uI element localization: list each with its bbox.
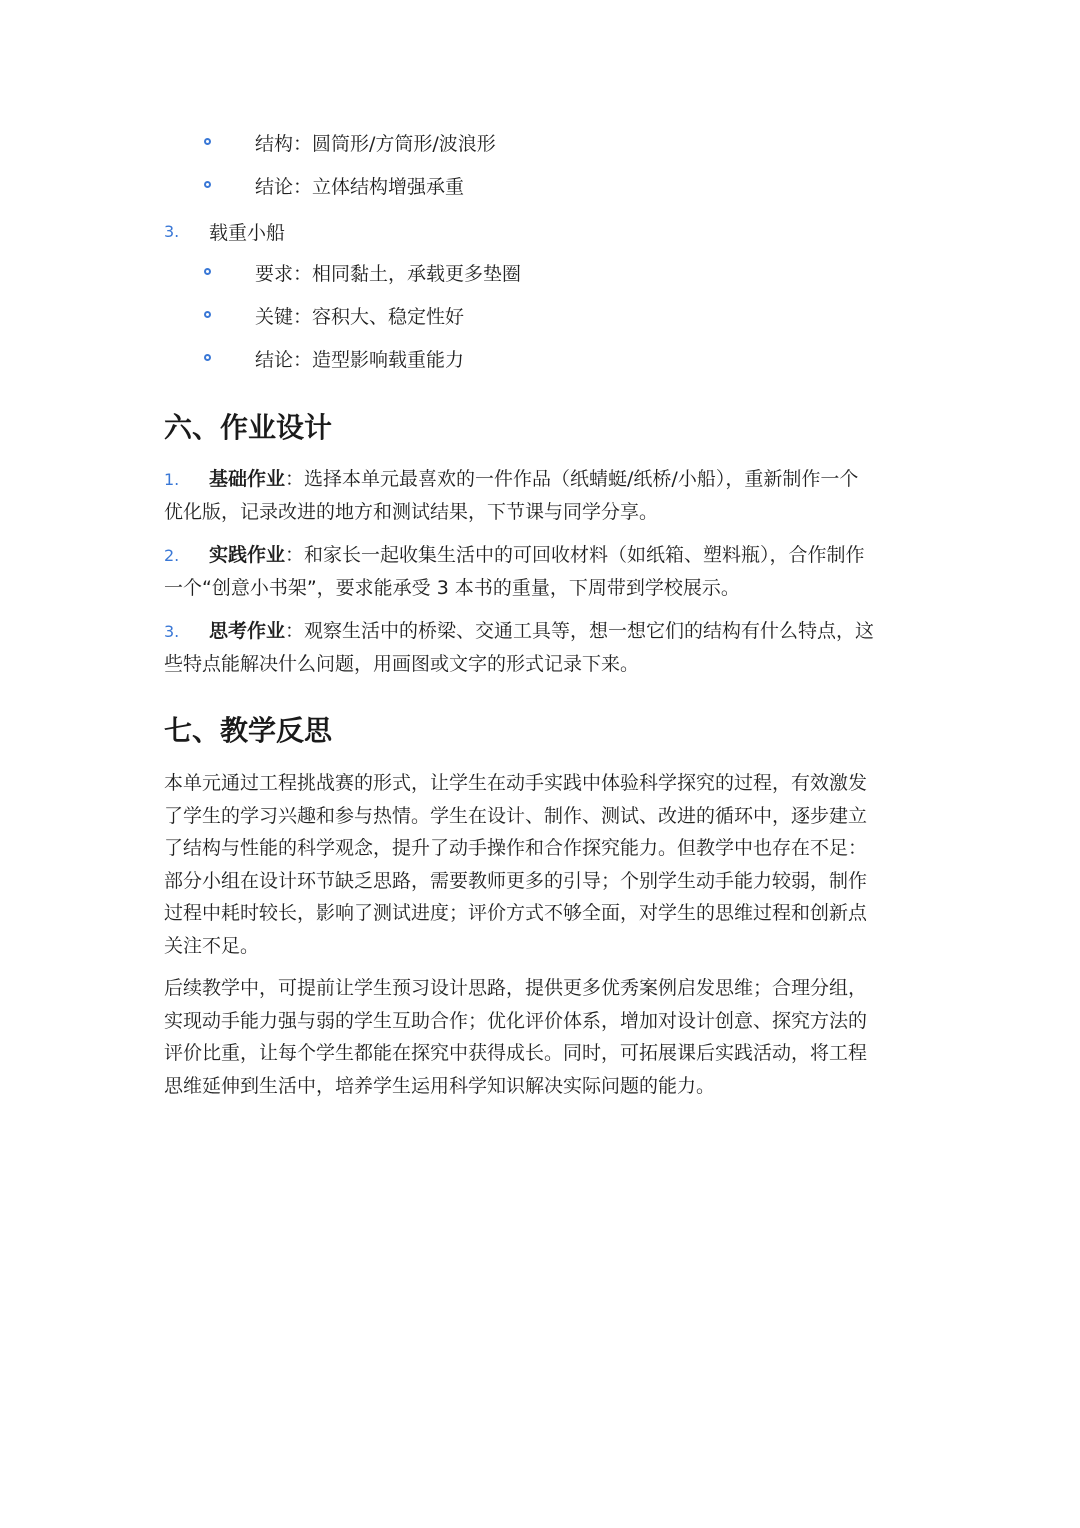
- paragraph-line: 部分小组在设计环节缺乏思路，需要教师更多的引导；个别学生动手能力较弱，制作: [164, 869, 868, 892]
- paragraph-line: 评价比重，让每个学生都能在探究中获得成长。同时，可拓展课后实践活动，将工程: [164, 1042, 868, 1064]
- homework-item-line: 些特点能解决什么问题，用画图或文字的形式记录下来。: [164, 652, 640, 675]
- paragraph-line: 了学生的学习兴趣和参与热情。学生在设计、制作、测试、改进的循环中，逐步建立: [164, 804, 868, 827]
- paragraph-line: 了结构与性能的科学观念，提升了动手操作和合作探究能力。但教学中也存在不足：: [164, 837, 868, 859]
- paragraph-line: 本单元通过工程挑战赛的形式，让学生在动手实践中体验科学探究的过程，有效激发: [164, 772, 868, 794]
- reflection-paragraph-2: [164, 972, 924, 1102]
- sub-list-item-text: 结构：圆筒形/方筒形/波浪形: [255, 133, 496, 155]
- hollow-circle-bullet-icon: [204, 181, 211, 188]
- hollow-circle-bullet-icon: [204, 354, 211, 361]
- homework-item-line: [164, 615, 924, 648]
- reflection-paragraph-1: [164, 767, 924, 962]
- list-number: 3.: [164, 622, 180, 641]
- sub-list-item: [204, 171, 465, 203]
- homework-item: [164, 615, 924, 680]
- homework-label: 实践作业: [209, 544, 286, 566]
- paragraph-line: 关注不足。: [164, 934, 260, 957]
- paragraph-line: 实现动手能力强与弱的学生互助合作；优化评价体系，增加对设计创意、探究方法的: [164, 1009, 868, 1032]
- list-item-label: 载重小船: [209, 221, 286, 244]
- sub-list-item: [204, 258, 522, 290]
- homework-text: ：观察生活中的桥梁、交通工具等，想一想它们的结构有什么特点，这: [285, 620, 875, 642]
- sub-list-item: [204, 344, 465, 376]
- sub-list-item-text: 关键：容积大、稳定性好: [255, 306, 465, 328]
- homework-text: ：选择本单元最喜欢的一件作品（纸蜻蜓/纸桥/小船），重新制作一个: [285, 468, 859, 490]
- sub-list-item: [204, 128, 496, 160]
- homework-label: 基础作业: [209, 468, 286, 490]
- homework-item: [164, 539, 924, 604]
- hollow-circle-bullet-icon: [204, 138, 211, 145]
- homework-text: ：和家长一起收集生活中的可回收材料（如纸箱、塑料瓶），合作制作: [285, 544, 865, 566]
- homework-item: [164, 463, 924, 528]
- paragraph-line: 思维延伸到生活中，培养学生运用科学知识解决实际问题的能力。: [164, 1074, 716, 1097]
- sub-list-item-text: 结论：造型影响载重能力: [255, 349, 465, 371]
- sub-list-item-text: 要求：相同黏土，承载更多垫圈: [255, 263, 522, 285]
- homework-item-line: 优化版，记录改进的地方和测试结果，下节课与同学分享。: [164, 500, 659, 523]
- homework-item-line: [164, 539, 924, 572]
- paragraph-line: 过程中耗时较长，影响了测试进度；评价方式不够全面，对学生的思维过程和创新点: [164, 902, 868, 924]
- numbered-list-item: [164, 215, 285, 247]
- list-number: 3.: [164, 221, 180, 241]
- list-number: 2.: [164, 546, 180, 565]
- section-heading-homework: 六、作业设计: [164, 411, 333, 444]
- homework-label: 思考作业: [209, 620, 286, 642]
- sub-list-item: [204, 301, 465, 333]
- homework-item-line: 一个“创意小书架”，要求能承受 3 本书的重量，下周带到学校展示。: [164, 576, 740, 599]
- hollow-circle-bullet-icon: [204, 311, 211, 318]
- sub-list-item-text: 结论：立体结构增强承重: [255, 176, 465, 198]
- homework-item-line: [164, 463, 924, 496]
- hollow-circle-bullet-icon: [204, 268, 211, 275]
- list-number: 1.: [164, 470, 180, 489]
- paragraph-line: 后续教学中，可提前让学生预习设计思路，提供更多优秀案例启发思维；合理分组，: [164, 977, 868, 999]
- section-heading-reflection: 七、教学反思: [164, 714, 333, 747]
